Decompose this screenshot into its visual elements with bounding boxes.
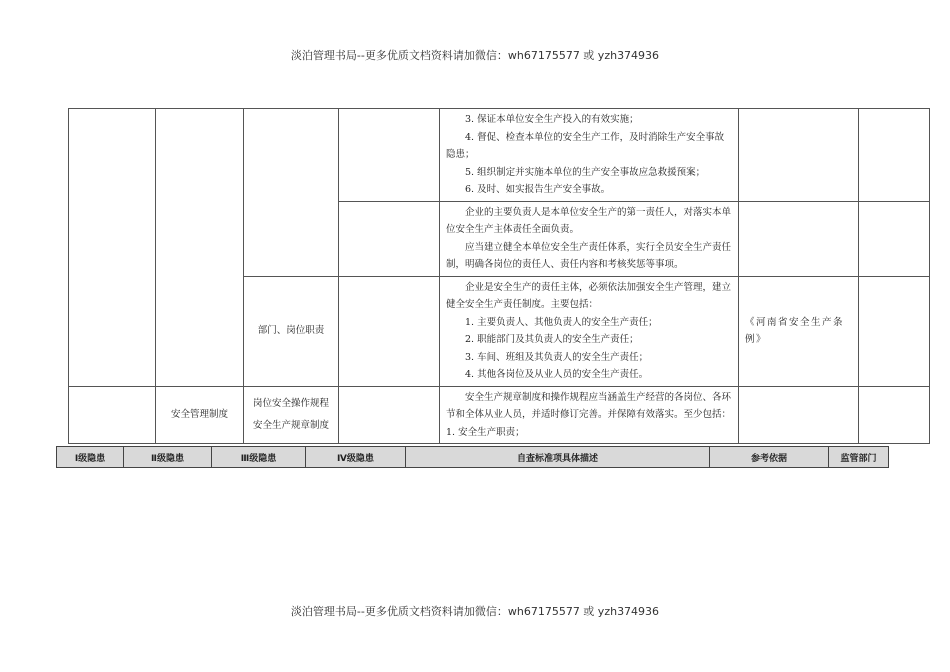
department-cell: [859, 276, 930, 386]
desc-line: 6. 及时、如实报告生产安全事故。: [465, 184, 611, 195]
desc-line: 安全生产规章制度和操作规程应当涵盖生产经营的各岗位、各环节和全体从业人员，并适时修订完善。并保障有效落实。至少包括：1. 安全生产职责；: [446, 391, 732, 438]
level2-cell: [156, 109, 244, 387]
standards-table: [68, 108, 930, 444]
desc-line: 企业的主要负责人是本单位安全生产的第一责任人，对落实本单位安全生产主体责任全面负责。: [446, 206, 732, 235]
header-level2: Ⅱ级隐患: [124, 447, 212, 468]
desc-line: 2. 职能部门及其负责人的安全生产责任；: [465, 334, 639, 345]
department-cell: [859, 109, 930, 202]
header-description: 自查标准项具体描述: [406, 447, 710, 468]
reference-henan-regulation: 《河南省安全生产条例》: [739, 276, 859, 386]
reference-cell: [739, 386, 859, 444]
level4-cell: [339, 109, 440, 202]
desc-line: 3. 保证本单位安全生产投入的有效实施；: [465, 114, 639, 125]
desc-line: 3. 车间、班组及其负责人的安全生产责任；: [465, 351, 649, 363]
desc-line: 应当建立健全本单位安全生产责任体系，实行全员安全生产责任制，明确各岗位的责任人、责任内容和考核奖惩等事项。: [446, 241, 732, 270]
description-cell: [440, 109, 739, 202]
header-level1: Ⅰ级隐患: [57, 447, 124, 468]
desc-line: 4. 督促、检查本单位的安全生产工作，及时消除生产安全事故隐患；: [446, 131, 725, 160]
page-footer: 淡泊管理书局--更多优质文档资料请加微信：wh67175577 或 yzh374936: [290, 605, 660, 618]
description-cell: [440, 276, 739, 386]
level4-cell: [339, 386, 440, 444]
level4-cell: [339, 276, 440, 386]
level1-cell: [69, 386, 156, 444]
sub-items-cell: [244, 386, 339, 444]
column-header-table: [56, 446, 889, 468]
category-safety-management-system: 安全管理制度: [156, 386, 244, 444]
level1-cell: [69, 109, 156, 387]
reference-cell: [739, 109, 859, 202]
header-reference: 参考依据: [710, 447, 829, 468]
description-cell: [440, 386, 739, 444]
page-header: 淡泊管理书局--更多优质文档资料请加微信：wh67175577 或 yzh374936: [290, 49, 660, 62]
desc-line: 4. 其他各岗位及从业人员的安全生产责任。: [465, 369, 649, 380]
reference-cell: [739, 201, 859, 276]
description-cell: [440, 201, 739, 276]
level4-cell: [339, 201, 440, 276]
level3-cell: [244, 109, 339, 277]
desc-line: 1. 主要负责人、其他负责人的安全生产责任；: [465, 316, 658, 328]
sub-item-operating-procedure: 岗位安全操作规程: [252, 397, 329, 409]
department-cell: [859, 201, 930, 276]
desc-line: 企业是安全生产的责任主体，必须依法加强安全生产管理，建立健全安全生产责任制度。主要包括：: [446, 281, 732, 310]
header-department: 监管部门: [829, 447, 889, 468]
department-cell: [859, 386, 930, 444]
header-level4: Ⅳ级隐患: [306, 447, 406, 468]
header-level3: Ⅲ级隐患: [212, 447, 306, 468]
sub-item-safety-rules: 安全生产规章制度: [252, 419, 329, 431]
category-dept-responsibility: 部门、岗位职责: [244, 276, 339, 386]
desc-line: 5. 组织制定并实施本单位的生产安全事故应急救援预案；: [465, 166, 706, 178]
